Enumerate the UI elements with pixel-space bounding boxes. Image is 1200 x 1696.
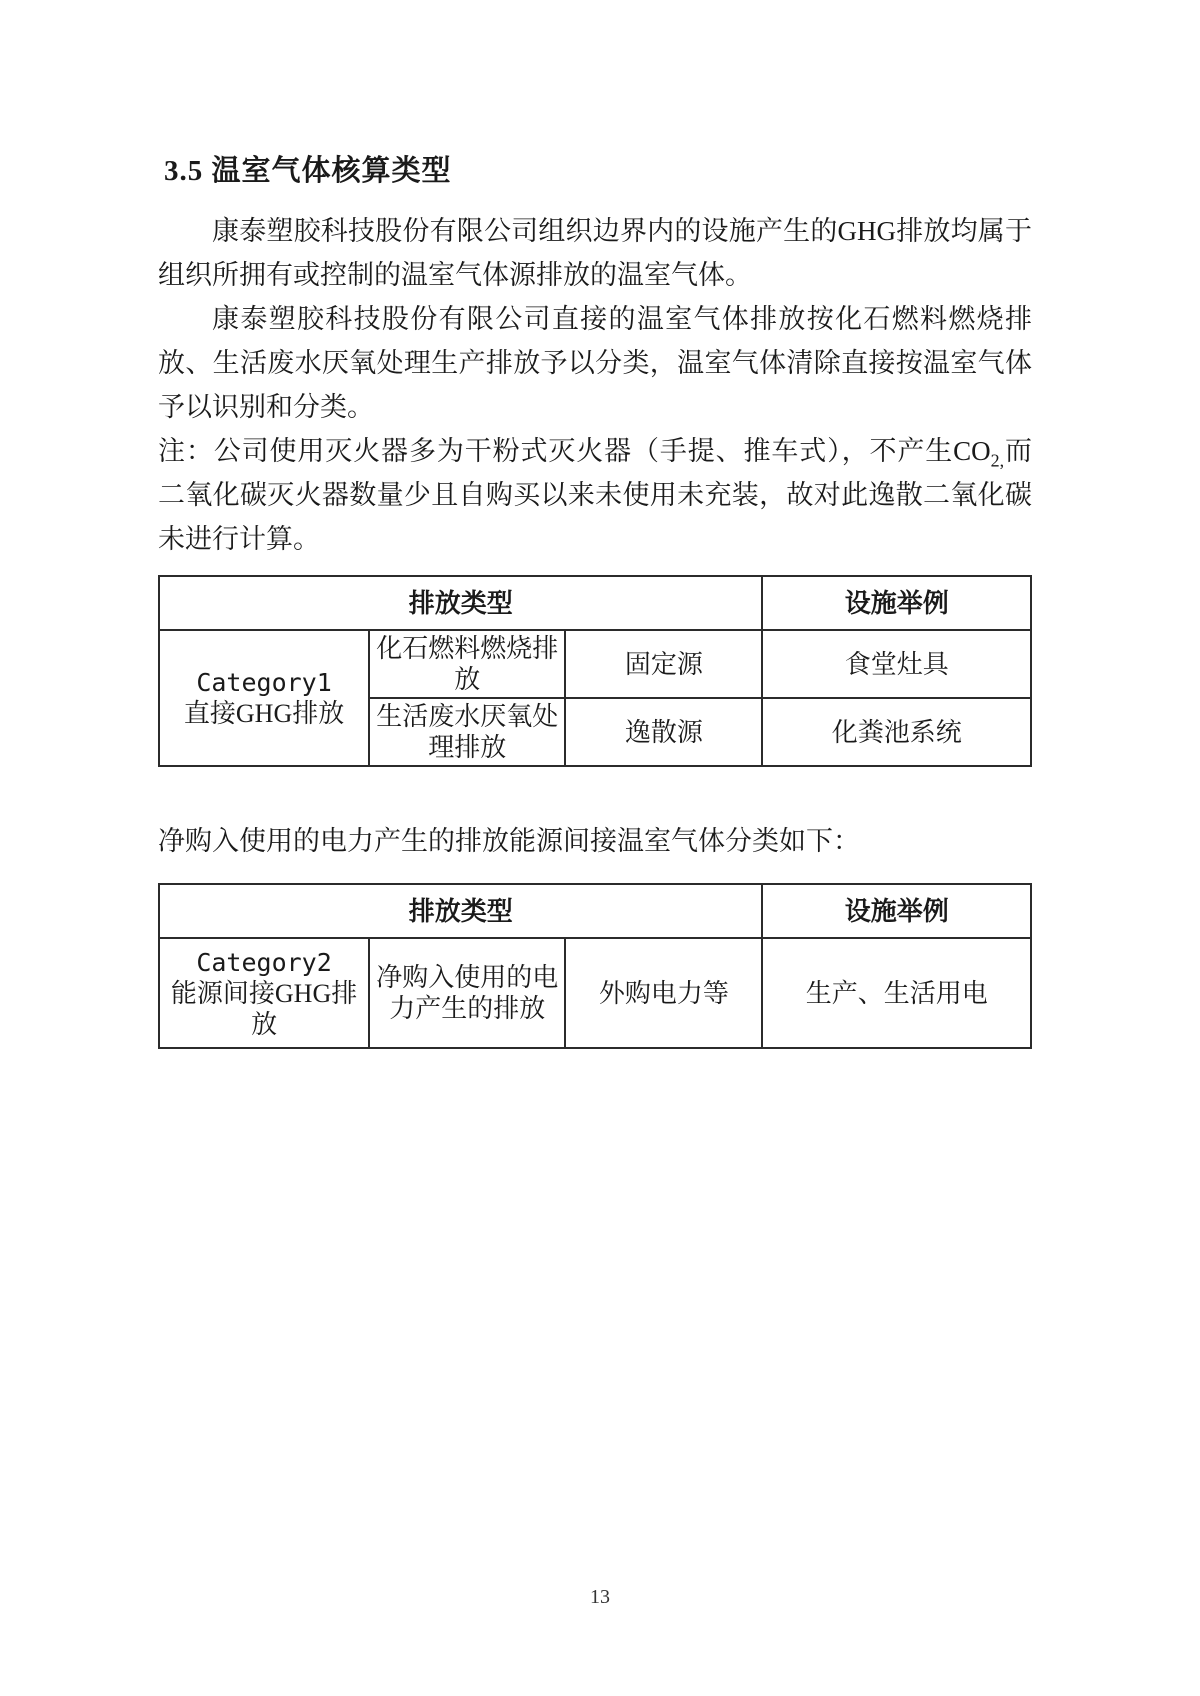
paragraph-classification: 康泰塑胶科技股份有限公司直接的温室气体排放按化石燃料燃烧排放、生活废水厌氧处理生产排放予以分类，温室气体清除直接按温室气体予以识别和分类。: [158, 304, 1032, 422]
table2-source-kind-cell: 外购电力等: [565, 938, 762, 1048]
category1-label: 直接GHG排放: [183, 699, 345, 728]
indirect-emissions-table: [158, 883, 1032, 1049]
table1-source-kind-cell: 固定源: [565, 630, 762, 698]
category1-code: Category1: [196, 668, 332, 697]
table1-emission-type-cell: 生活废水厌氧处理排放: [369, 698, 565, 766]
table2-header-row: [159, 884, 1031, 938]
table1-category-cell: [159, 630, 369, 766]
table2-row-electricity: [159, 938, 1031, 1048]
table1-source-kind-cell: 逸散源: [565, 698, 762, 766]
table2-emission-type-cell: 净购入使用的电力产生的排放: [369, 938, 565, 1048]
table1-example-cell: 化粪池系统: [762, 698, 1031, 766]
note-text-prefix: 注：公司使用灭火器多为干粉式灭火器（手提、推车式），不产生CO: [158, 436, 991, 466]
co2-subscript: 2,: [990, 450, 1005, 471]
category2-code: Category2: [196, 947, 332, 977]
note-paragraph: [158, 429, 1032, 561]
table1-facility-example-header: 设施举例: [762, 576, 1031, 630]
table1-example-cell: 食堂灶具: [762, 630, 1031, 698]
section-heading: 3.5 温室气体核算类型: [164, 155, 452, 187]
table1-row-fossil-fuel: [159, 630, 1031, 698]
category2-label: 能源间接GHG排放: [170, 978, 358, 1039]
table1-header-row: [159, 576, 1031, 630]
indirect-emissions-intro: 净购入使用的电力产生的排放能源间接温室气体分类如下：: [158, 826, 860, 856]
page-number: 13: [590, 1586, 610, 1608]
table2-example-cell: 生产、生活用电: [762, 938, 1031, 1048]
table2-facility-example-header: 设施举例: [762, 884, 1031, 938]
table2-category-cell: [159, 938, 369, 1048]
table1-emission-type-cell: 化石燃料燃烧排放: [369, 630, 565, 698]
paragraph-org-boundary: 康泰塑胶科技股份有限公司组织边界内的设施产生的GHG排放均属于组织所拥有或控制的温室气体源排放的温室气体。: [158, 216, 1032, 290]
note-text-suffix: 而二氧化碳灭火器数量少且自购买以来未使用未充装，故对此逸散二氧化碳未进行计算。: [158, 436, 1032, 554]
table1-emission-type-header: 排放类型: [159, 576, 762, 630]
direct-emissions-table: [158, 575, 1032, 767]
page-content: [158, 148, 1032, 1049]
table2-emission-type-header: 排放类型: [159, 884, 762, 938]
